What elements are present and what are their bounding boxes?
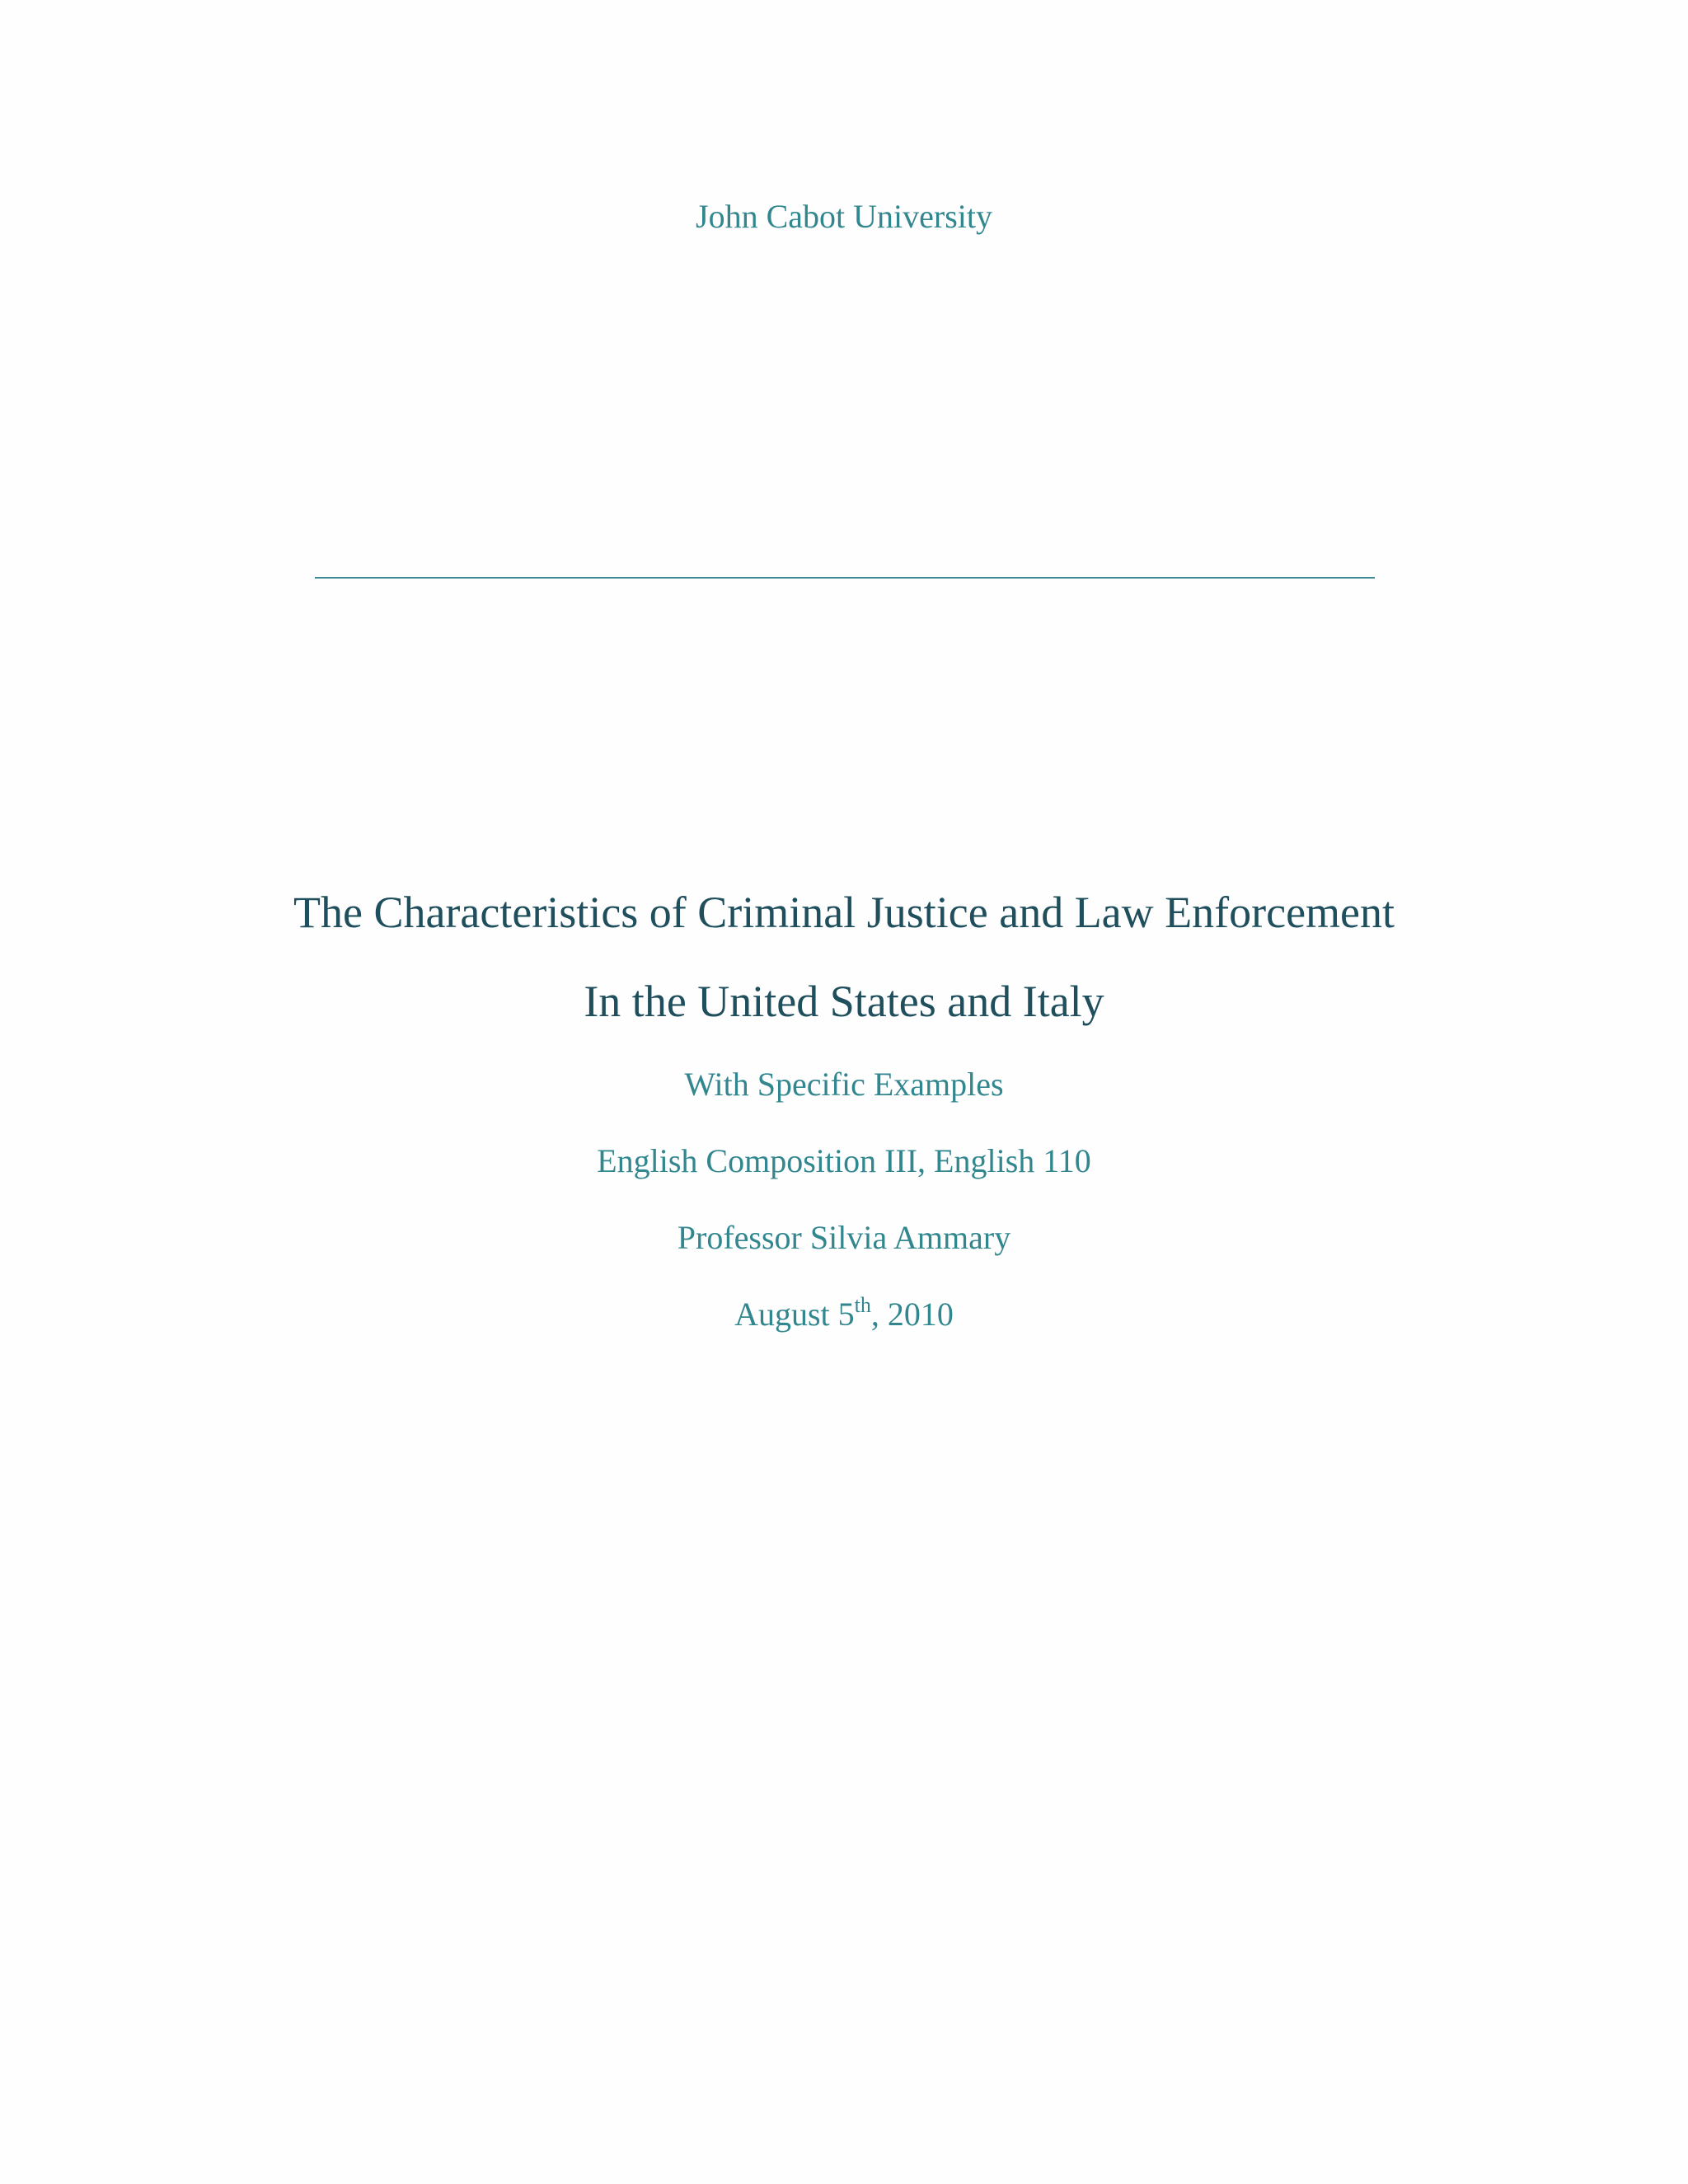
paper-title-line-1: The Characteristics of Criminal Justice and Law Enforcement (293, 888, 1395, 937)
course-name: English Composition III, English 110 (597, 1142, 1091, 1179)
professor-name: Professor Silvia Ammary (677, 1219, 1011, 1256)
submission-date (0, 1293, 1688, 1333)
date-year: , 2010 (870, 1296, 954, 1333)
paper-title-line-2: In the United States and Italy (584, 977, 1104, 1026)
date-month-day: August 5 (734, 1296, 855, 1333)
paper-subtitle: With Specific Examples (684, 1066, 1004, 1103)
date-ordinal-suffix: th (854, 1293, 871, 1317)
institution-name: John Cabot University (696, 198, 992, 235)
horizontal-rule (315, 577, 1375, 579)
